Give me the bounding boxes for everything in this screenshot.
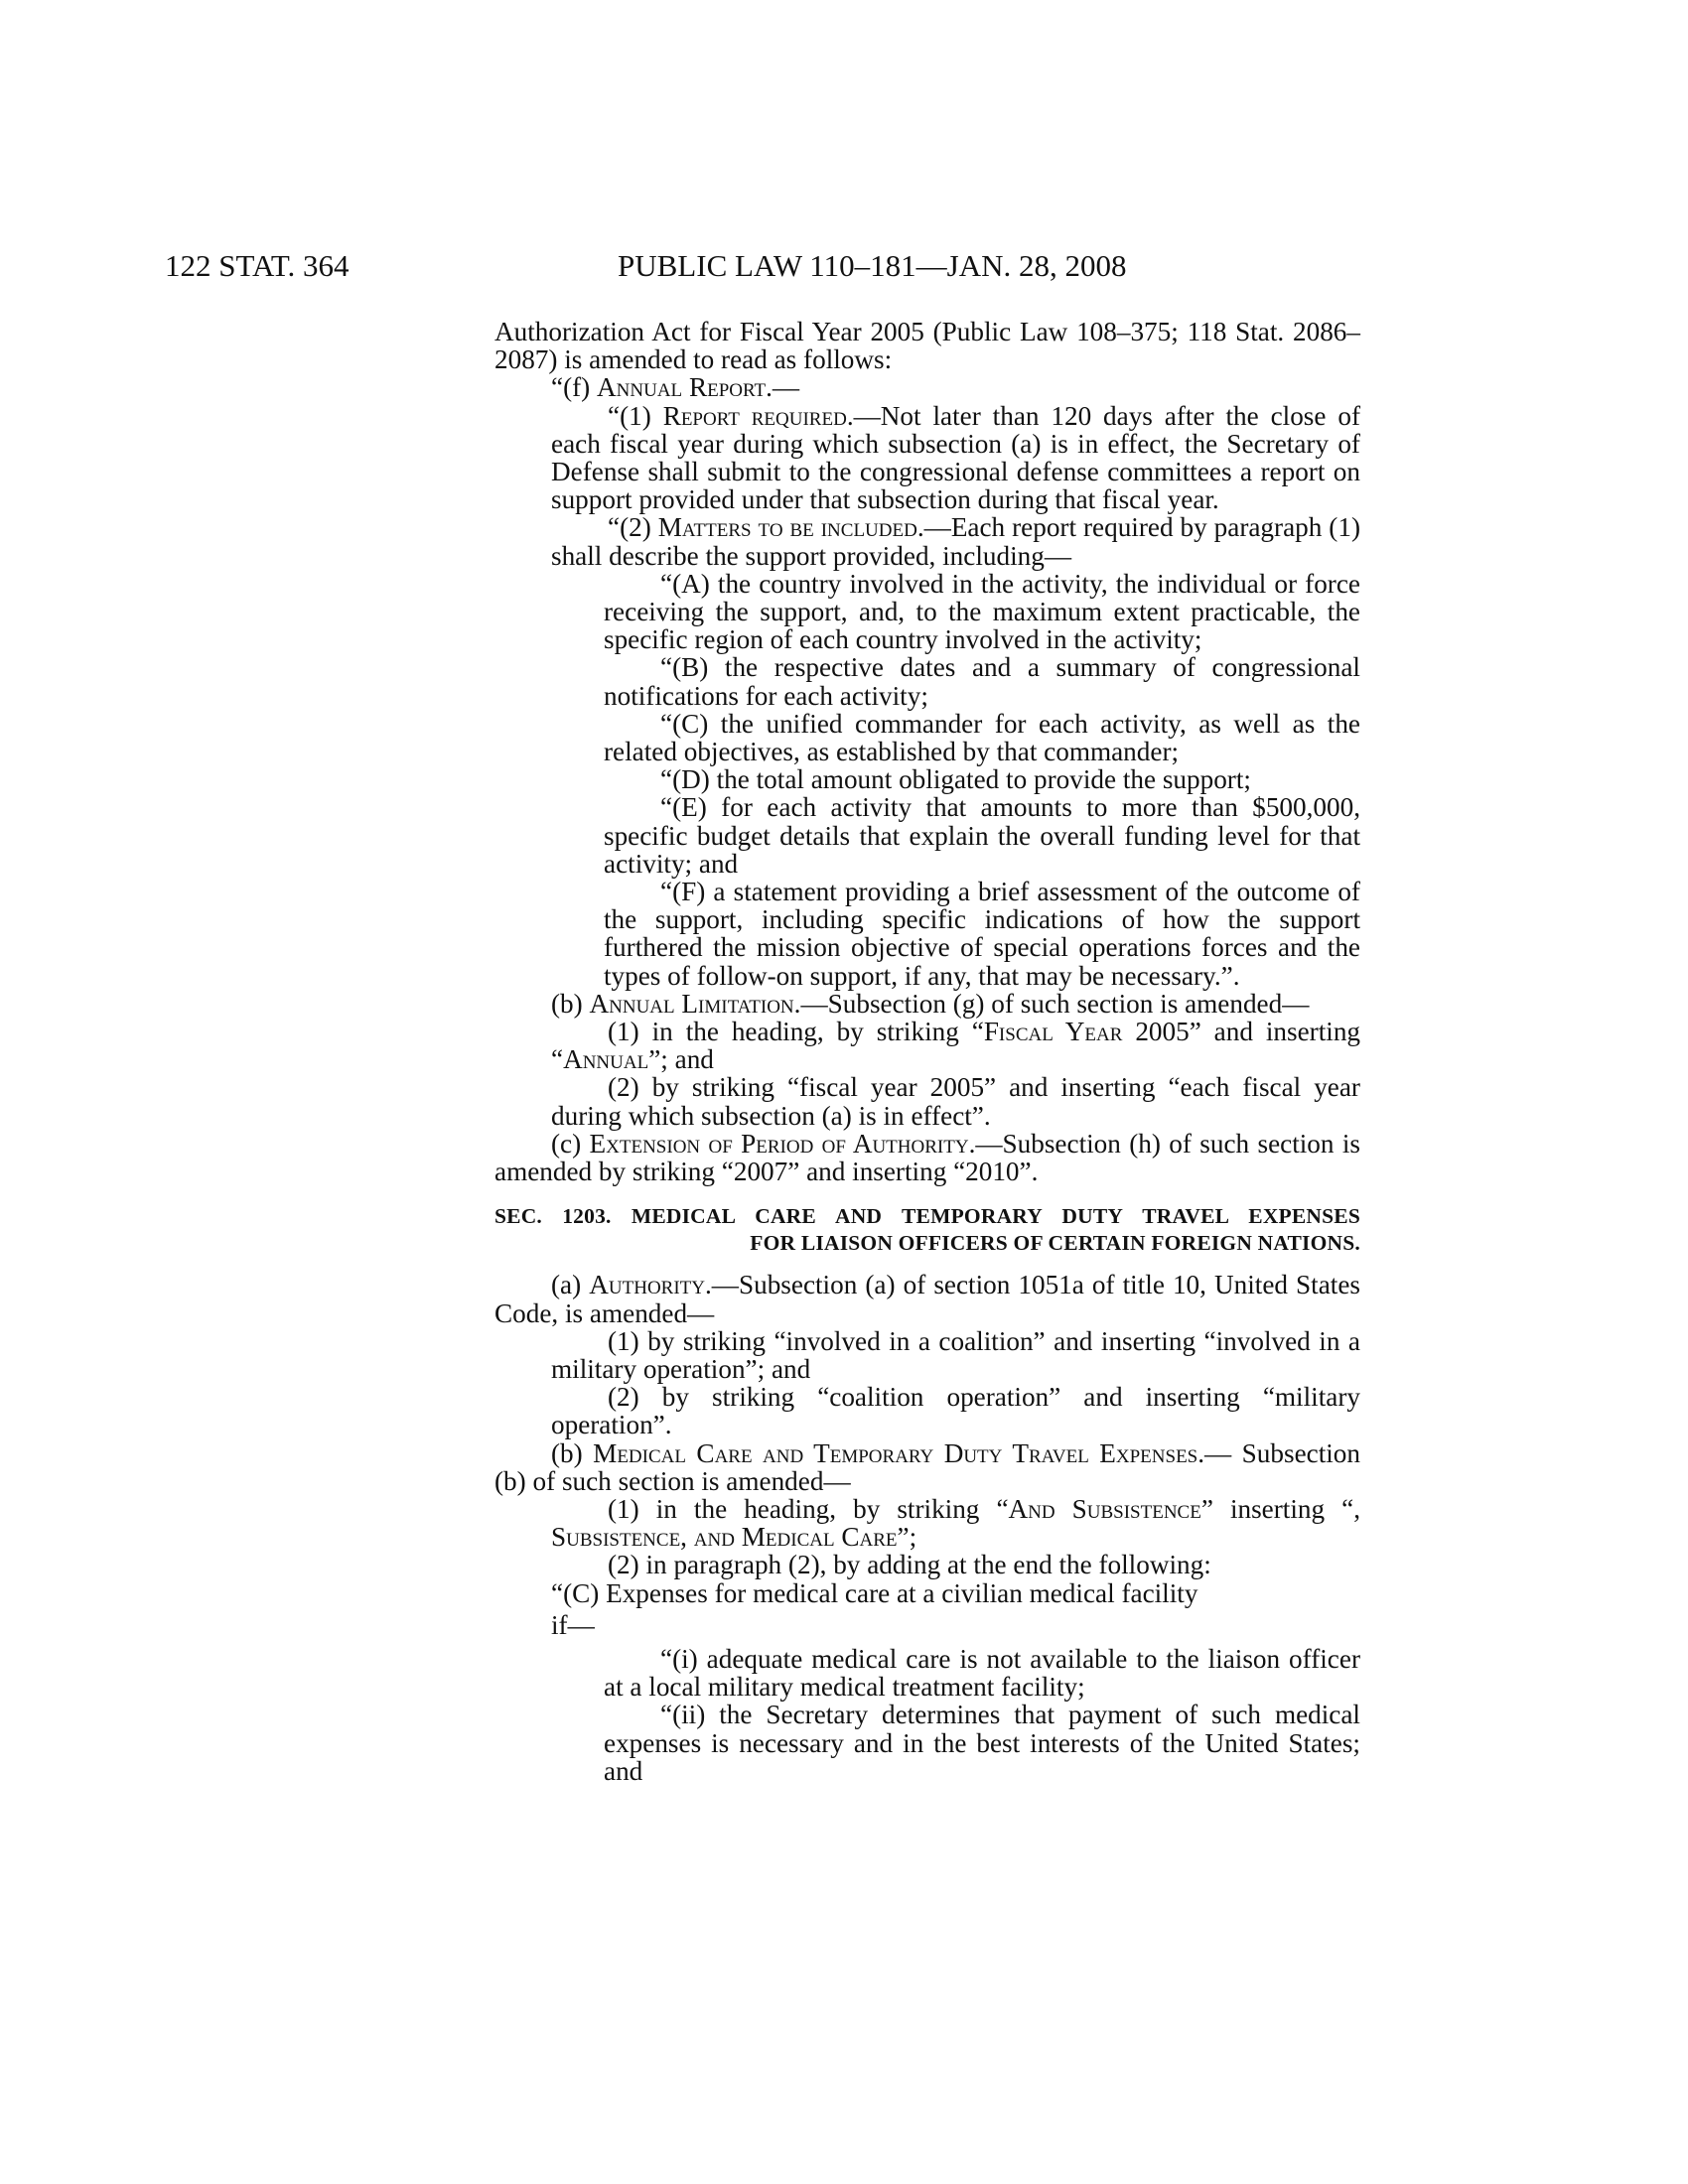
subsection-b-item-1 — [494, 1018, 1360, 1073]
sec-1203-subsection-a — [494, 1271, 1360, 1326]
subsection-c-title: Extension of Period of Authority — [589, 1128, 969, 1159]
subsection-b-item-1-smallcaps-1: Fiscal Year — [983, 1017, 1123, 1047]
paragraph-2 — [494, 513, 1360, 569]
sec-1203-subsection-b-number: (b) — [551, 1437, 583, 1468]
sec-1203-b-item-1 — [494, 1495, 1360, 1551]
intro-paragraph: Authorization Act for Fiscal Year 2005 (Public Law 108–375; 118 Stat. 2086–2087) is amended to read as follows: — [494, 317, 1360, 375]
statute-page-reference: 122 STAT. 364 — [165, 248, 350, 283]
sec-1203-subsection-a-text: .—Subsection (a) of section 1051a of title 10, United States Code, is amended— — [494, 1270, 1361, 1328]
paragraph-1-number: “(1) — [608, 400, 651, 431]
page-header — [0, 246, 1688, 286]
subsection-f-number: “(f) — [551, 372, 591, 403]
subsection-b-item-2: (2) by striking “fiscal year 2005” and inserting “each fiscal year during which subsection (a) is in effect”. — [551, 1072, 1360, 1131]
subsection-b-item-1-tail: ”; and — [648, 1044, 714, 1075]
sec-1203-b-clause-c-if: if— — [551, 1609, 595, 1640]
sec-1203-subsection-b — [494, 1439, 1360, 1495]
sec-1203-b-clause-c: “(C) Expenses for medical care at a civilian medical facility — [551, 1577, 1198, 1608]
sec-1203-b-item-1-tail: ”; — [897, 1522, 917, 1553]
subsection-b-title: Annual Limitation — [589, 988, 794, 1019]
subsection-c — [494, 1130, 1360, 1185]
subsection-b-text: .—Subsection (g) of such section is amended— — [793, 988, 1310, 1019]
subsection-f-heading — [494, 373, 1360, 401]
public-law-reference: PUBLIC LAW 110–181—JAN. 28, 2008 — [618, 248, 1127, 283]
clause-f: “(F) a statement providing a brief assessment of the outcome of the support, including specific indications of how the support furthered the mission objective of special operations forces and the types of follow-on support, if any, that may be necessary.”. — [604, 877, 1360, 991]
paragraph-2-number: “(2) — [608, 512, 651, 543]
sec-1203-b-clause-ii: “(ii) the Secretary determines that payment of such medical expenses is necessary and in the best interests of the United States; and — [604, 1700, 1360, 1786]
sec-1203-subsection-a-number: (a) — [551, 1270, 582, 1300]
paragraph-1-text: .—Not later than 120 days after the close of each fiscal year during which subsection (a) is in effect, the Secretary of Defense shall submit to the congressional defense committees a report on support provided under that subsection during that fiscal year. — [551, 400, 1361, 515]
subsection-f-title: Annual Report — [597, 372, 767, 403]
subsection-b-item-1-lead: (1) in the heading, by striking “ — [608, 1017, 984, 1047]
subsection-f-dash: .— — [766, 372, 800, 403]
subsection-b-item-1-smallcaps-2: Annual — [563, 1044, 649, 1075]
sec-1203-subsection-b-title: Medical Care and Temporary Duty Travel Expenses — [593, 1437, 1198, 1468]
subsection-b — [494, 990, 1360, 1018]
sec-1203-b-item-2: (2) in paragraph (2), by adding at the end the following: — [608, 1550, 1211, 1580]
clause-d: “(D) the total amount obligated to provide the support; — [660, 764, 1251, 795]
sec-1203-a-item-2: (2) by striking “coalition operation” and inserting “military operation”. — [551, 1382, 1360, 1440]
sec-1203-b-item-1-smallcaps-1: And Subsistence — [1008, 1493, 1201, 1524]
sec-1203-a-item-1: (1) by striking “involved in a coalition” and inserting “involved in a military operation”; and — [551, 1325, 1360, 1384]
document-body — [494, 318, 1360, 1785]
subsection-b-item-1-middle: 2005” and inserting “ — [551, 1017, 1361, 1075]
section-heading-line-2: FOR LIAISON OFFICERS OF CERTAIN FOREIGN NATIONS. — [750, 1231, 1360, 1256]
section-1203-heading — [494, 1203, 1360, 1257]
paragraph-1 — [494, 402, 1360, 514]
sec-1203-b-item-1-middle: ” inserting “, — [1200, 1493, 1360, 1524]
subsection-c-text: .—Subsection (h) of such section is amended by striking “2007” and inserting “2010”. — [494, 1128, 1360, 1187]
subsection-b-number: (b) — [551, 988, 583, 1019]
sec-1203-b-item-1-lead: (1) in the heading, by striking “ — [608, 1493, 1009, 1524]
clause-e: “(E) for each activity that amounts to more than $500,000, specific budget details that explain the overall funding level for that activity; and — [604, 792, 1360, 879]
sec-1203-b-item-1-smallcaps-2: Subsistence, and Medical Care — [551, 1522, 898, 1553]
clause-a: “(A) the country involved in the activity, the individual or force receiving the support, and, to the maximum extent practicable, the specific region of each country involved in the activity; — [604, 568, 1360, 655]
sec-1203-b-clause-i: “(i) adequate medical care is not available to the liaison officer at a local military medical treatment facility; — [604, 1643, 1360, 1703]
clause-b: “(B) the respective dates and a summary of congressional notifications for each activity; — [604, 652, 1360, 711]
subsection-c-number: (c) — [551, 1128, 582, 1159]
sec-1203-subsection-b-text: .— Subsection (b) of such section is amended— — [494, 1437, 1360, 1496]
paragraph-1-title: Report required — [662, 400, 847, 431]
paragraph-2-text: .—Each report required by paragraph (1) shall describe the support provided, including— — [551, 512, 1360, 571]
paragraph-2-title: Matters to be included — [657, 512, 917, 543]
sec-1203-subsection-a-title: Authority — [589, 1270, 705, 1300]
section-heading-line-1: SEC. 1203. MEDICAL CARE AND TEMPORARY DUTY TRAVEL EXPENSES — [494, 1204, 1360, 1229]
clause-c: “(C) the unified commander for each activity, as well as the related objectives, as established by that commander; — [604, 708, 1360, 767]
